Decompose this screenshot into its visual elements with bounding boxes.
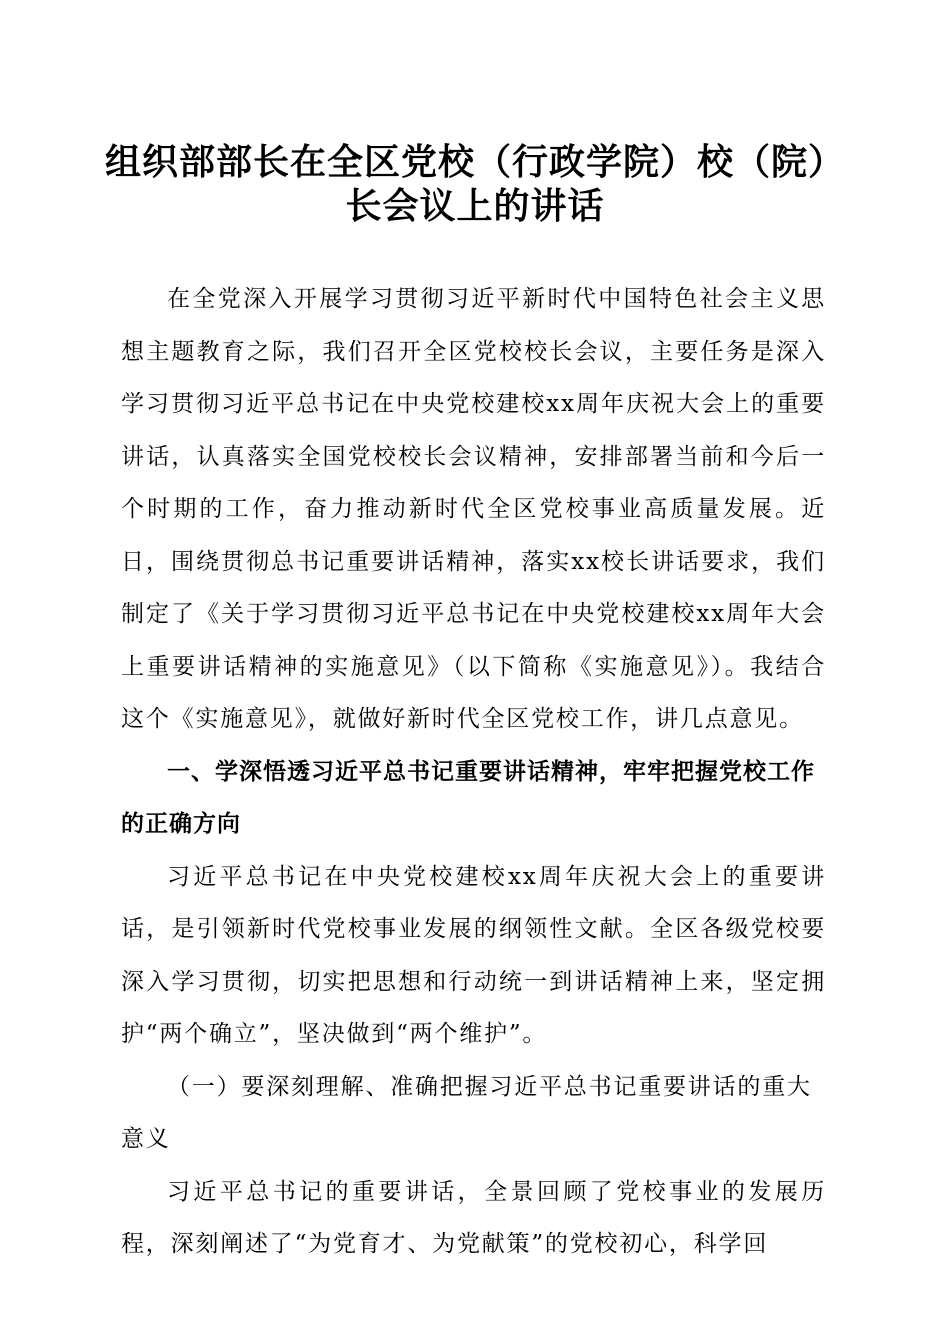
section-1-paragraph: 习近平总书记在中央党校建校xx周年庆祝大会上的重要讲话，是引领新时代党校事业发展的纲领性文献。全区各级党校要深入学习贯彻，切实把思想和行动统一到讲话精神上来，坚定拥护“两个确立”，坚决做到“两个维护”。: [121, 863, 826, 1047]
document-body: [121, 273, 826, 1271]
subsection-1-heading: （一）要深刻理解、准确把握习近平总书记重要讲话的重大意义: [121, 1073, 812, 1152]
intro-paragraph: 在全党深入开展学习贯彻习近平新时代中国特色社会主义思想主题教育之际，我们召开全区党校校长会议，主要任务是深入学习贯彻习近平总书记在中央党校建校xx周年庆祝大会上的重要讲话，认真落实全国党校校长会议精神，安排部署当前和今后一个时期的工作，奋力推动新时代全区党校事业高质量发展。近日，围绕贯彻总书记重要讲话精神，落实xx校长讲话要求，我们制定了《关于学习贯彻习近平总书记在中央党校建校xx周年大会上重要讲话精神的实施意见》（以下简称《实施意见》）。我结合这个《实施意见》，就做好新时代全区党校工作，讲几点意见。: [121, 286, 826, 732]
subsection-1-paragraph: 习近平总书记的重要讲话，全景回顾了党校事业的发展历程，深刻阐述了“为党育才、为党献策”的党校初心，科学回: [121, 1178, 826, 1257]
section-1-heading: 一、学深悟透习近平总书记重要讲话精神，牢牢把握党校工作的正确方向: [121, 758, 815, 837]
document-title-line-1: 组织部部长在全区党校（行政学院）校（院）: [104, 141, 845, 183]
document-title-line-2: 长会议上的讲话: [345, 185, 605, 227]
